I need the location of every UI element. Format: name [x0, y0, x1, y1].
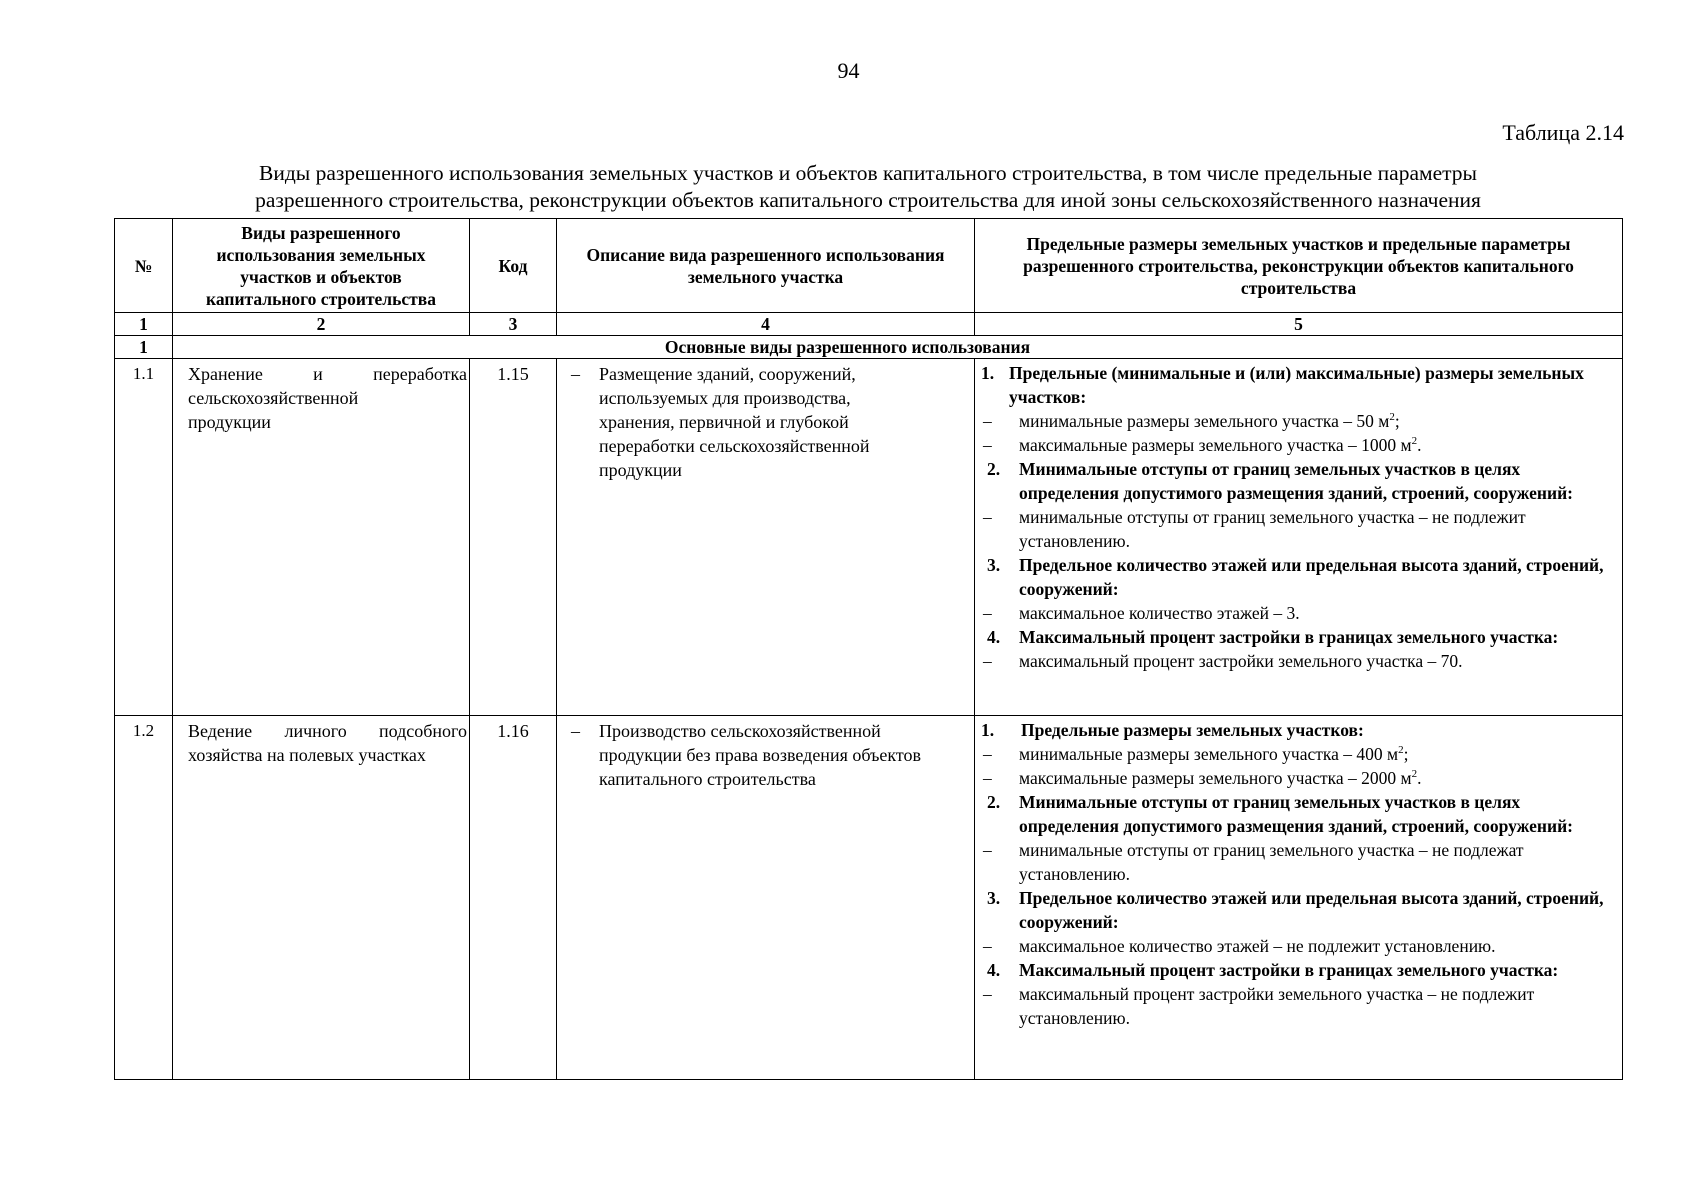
list-dash: – [983, 984, 992, 1004]
param-item: максимальные размеры земельного участка – 1000 $м^2$. [1019, 435, 1422, 455]
caption-line-2: разрешенного строительства, реконструкции объектов капитального строительства для иной зоны сельскохозяйственного назначения [255, 188, 1481, 212]
parameters-cell [975, 716, 1623, 1080]
param-number: 4. [987, 627, 1001, 647]
header-no: № [115, 219, 173, 313]
row-number: 1.1 [115, 359, 173, 716]
use-type-name-rest: хозяйства на полевых участках [188, 745, 426, 765]
header-code: Код [470, 219, 557, 313]
param-item: минимальные размеры земельного участка – 400 $м^2$; [1019, 744, 1409, 764]
list-dash: – [983, 936, 992, 956]
table-row [115, 716, 1623, 1080]
use-type-code: 1.16 [470, 716, 557, 1080]
param-title: Предельное количество этажей или предельная высота зданий, строений, сооружений: [1019, 888, 1604, 932]
param-title: Предельное количество этажей или предельная высота зданий, строений, сооружений: [1019, 555, 1604, 599]
column-number: 1 [115, 313, 173, 336]
header-parameters: Предельные размеры земельных участков и предельные параметры разрешенного строительства, реконструкции объектов капитального строительства [975, 219, 1623, 313]
param-number: 1. [981, 363, 995, 383]
list-dash: – [983, 411, 992, 431]
table-label: Таблица 2.14 [1502, 120, 1624, 145]
description-text: Размещение зданий, сооружений, используемых для производства, хранения, первичной и глубокой переработки сельскохозяйственной продукции [599, 364, 870, 480]
param-title: Предельные размеры земельных участков: [1021, 720, 1364, 740]
list-dash: – [983, 744, 992, 764]
param-number: 3. [987, 888, 1001, 908]
page-number: 94 [837, 58, 860, 83]
list-dash: – [983, 651, 992, 671]
list-dash: – [983, 768, 992, 788]
parameters-cell [975, 359, 1623, 716]
use-type-name-line1: Хранение и переработка [188, 364, 467, 384]
row-number: 1.2 [115, 716, 173, 1080]
column-number: 2 [173, 313, 470, 336]
param-item: максимальное количество этажей – не подлежит установлению. [1019, 936, 1496, 956]
table-caption [114, 160, 1622, 214]
header-description: Описание вида разрешенного использования земельного участка [557, 219, 975, 313]
header-name: Виды разрешенного использования земельных участков и объектов капитального строительства [173, 219, 470, 313]
column-number-row [115, 313, 1623, 336]
param-title: Максимальный процент застройки в границах земельного участка: [1019, 960, 1559, 980]
use-type-code: 1.15 [470, 359, 557, 716]
param-title: Предельные (минимальные и (или) максимальные) размеры земельных участков: [1009, 363, 1584, 407]
param-item: максимальное количество этажей – 3. [1019, 603, 1300, 623]
param-number: 2. [987, 459, 1001, 479]
param-number: 1. [981, 720, 995, 740]
use-type-name-line1: Ведение личного подсобного [188, 721, 467, 741]
table-row [115, 359, 1623, 716]
param-number: 3. [987, 555, 1001, 575]
column-number: 3 [470, 313, 557, 336]
list-dash: – [983, 435, 992, 455]
header-row [115, 219, 1623, 313]
param-item: максимальный процент застройки земельного участка – 70. [1019, 651, 1463, 671]
param-item: минимальные отступы от границ земельного участка – не подлежат установлению. [1019, 840, 1524, 884]
column-number: 5 [975, 313, 1623, 336]
column-number: 4 [557, 313, 975, 336]
param-item: максимальные размеры земельного участка – 2000 $м^2$. [1019, 768, 1422, 788]
land-use-table [114, 218, 1623, 1080]
list-dash: – [571, 364, 580, 384]
param-item: минимальные отступы от границ земельного участка – не подлежит установлению. [1019, 507, 1526, 551]
param-item: максимальный процент застройки земельного участка – не подлежит установлению. [1019, 984, 1535, 1028]
param-title: Максимальный процент застройки в границах земельного участка: [1019, 627, 1559, 647]
param-number: 2. [987, 792, 1001, 812]
section-title: Основные виды разрешенного использования [173, 336, 1623, 359]
param-item: минимальные размеры земельного участка – 50 $м^2$; [1019, 411, 1400, 431]
list-dash: – [571, 721, 580, 741]
use-type-name-rest: сельскохозяйственной продукции [188, 388, 359, 432]
param-number: 4. [987, 960, 1001, 980]
use-type-description [557, 359, 975, 716]
description-text: Производство сельскохозяйственной продукции без права возведения объектов капитального строительства [599, 721, 921, 789]
list-dash: – [983, 507, 992, 527]
use-type-description [557, 716, 975, 1080]
caption-line-1: Виды разрешенного использования земельных участков и объектов капитального строительства, в том числе предельные параметры [259, 161, 1477, 185]
use-type-name [173, 716, 470, 1080]
section-number: 1 [115, 336, 173, 359]
list-dash: – [983, 603, 992, 623]
list-dash: – [983, 840, 992, 860]
param-title: Минимальные отступы от границ земельных участков в целях определения допустимого размещения зданий, строений, сооружений: [1019, 792, 1573, 836]
param-title: Минимальные отступы от границ земельных участков в целях определения допустимого размещения зданий, строений, сооружений: [1019, 459, 1573, 503]
use-type-name [173, 359, 470, 716]
section-row [115, 336, 1623, 359]
